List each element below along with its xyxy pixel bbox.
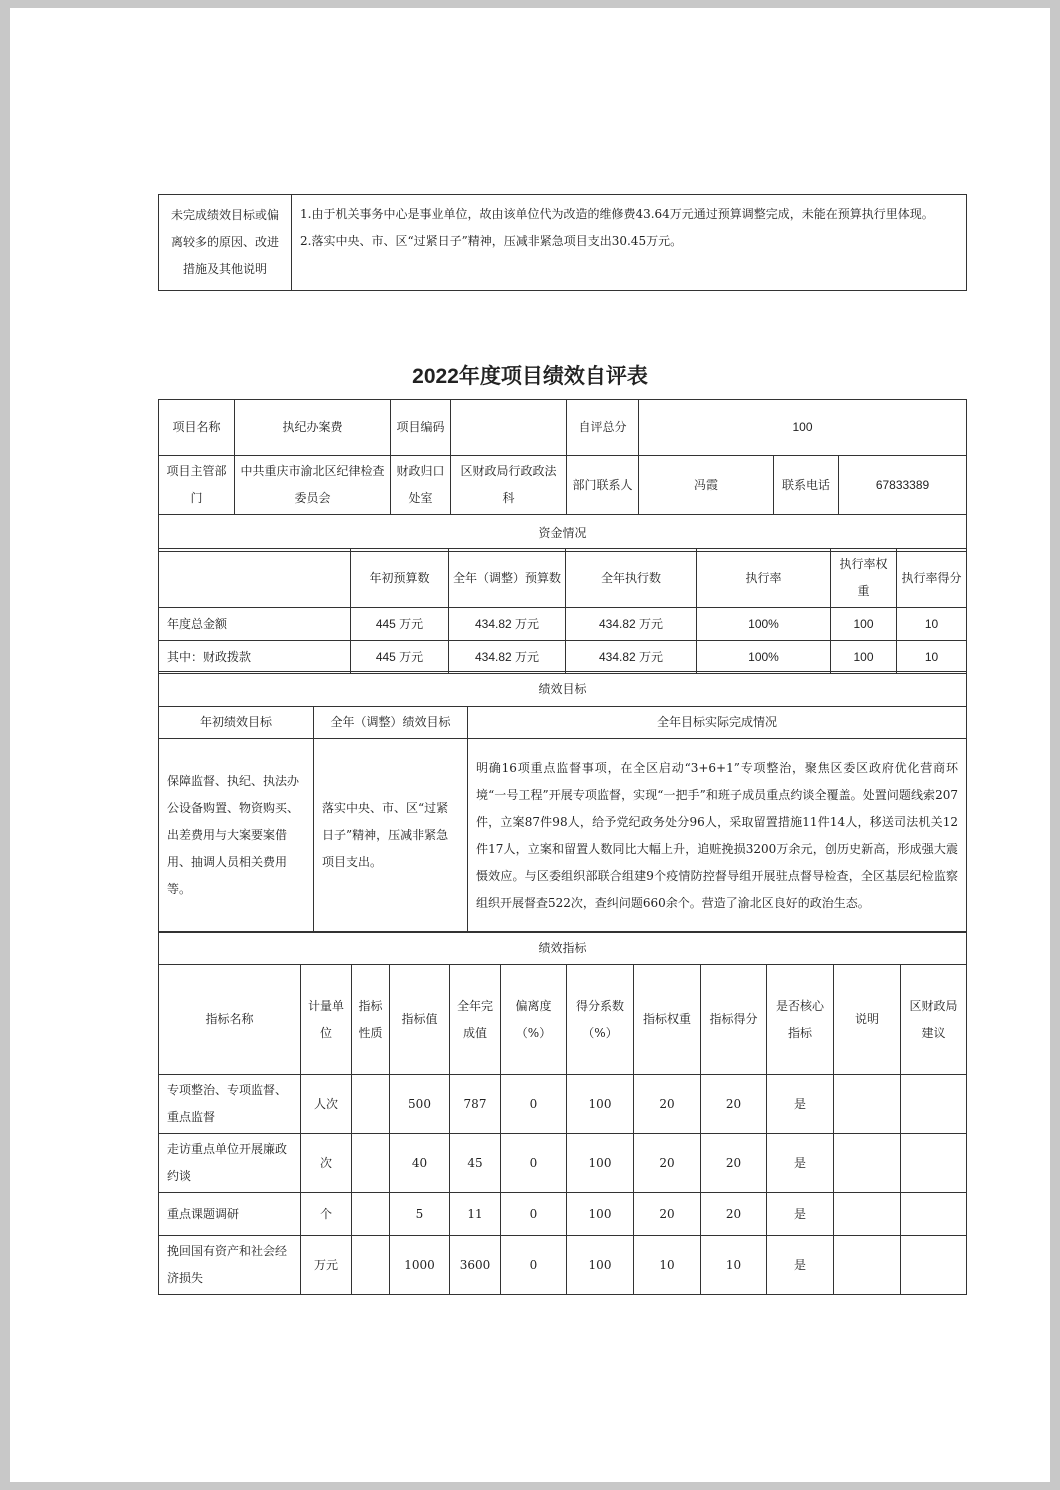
self-score-label: 自评总分 [567,400,639,456]
ind-cell: 20 [634,1193,701,1236]
ind-header-4: 全年完成值 [450,965,501,1075]
goals-header-actual: 全年目标实际完成情况 [468,707,967,739]
ind-cell [901,1236,967,1295]
ind-cell: 20 [634,1075,701,1134]
ind-header-11: 区财政局建议 [901,965,967,1075]
goals-initial-text: 保障监督、执纪、执法办公设备购置、物资购买、出差费用与大案要案借用、抽调人员相关费用等。 [159,739,314,933]
ind-cell [901,1134,967,1193]
ind-cell [901,1193,967,1236]
ind-cell: 20 [634,1134,701,1193]
finance-office-value: 区财政局行政政法科 [451,456,567,515]
ind-cell [834,1134,901,1193]
ind-cell: 是 [767,1134,834,1193]
goals-header-adjusted: 全年（调整）绩效目标 [314,707,468,739]
funds-cell: 100% [697,641,831,674]
funds-cell: 10 [897,608,967,641]
funds-header-4: 执行率 [697,549,831,608]
funds-section-header: 资金情况 [159,515,967,552]
project-code-value [451,400,567,456]
explanation-line-1: 1.由于机关事务中心是事业单位，故由该单位代为改造的维修费43.64万元通过预算调整完成，未能在预算执行里体现。 [300,207,934,221]
ind-cell: 100 [567,1134,634,1193]
phone-label: 联系电话 [774,456,839,515]
ind-cell: 787 [450,1075,501,1134]
ind-cell: 是 [767,1193,834,1236]
ind-cell: 次 [301,1134,352,1193]
goals-adjusted-text: 落实中央、市、区“过紧日子”精神，压减非紧急项目支出。 [314,739,468,933]
table-row [159,1193,967,1236]
ind-cell [352,1134,390,1193]
dept-label: 项目主管部门 [159,456,235,515]
ind-cell: 万元 [301,1236,352,1295]
ind-cell: 专项整治、专项监督、重点监督 [159,1075,301,1134]
ind-cell: 20 [701,1075,767,1134]
table-row [159,641,967,674]
ind-cell: 0 [501,1134,567,1193]
ind-cell: 500 [390,1075,450,1134]
ind-cell: 45 [450,1134,501,1193]
funds-header-6: 执行率得分 [897,549,967,608]
ind-header-10: 说明 [834,965,901,1075]
funds-cell: 10 [897,641,967,674]
funds-cell: 445 万元 [351,608,449,641]
ind-cell: 3600 [450,1236,501,1295]
goals-actual-text: 明确16项重点监督事项，在全区启动“3+6+1”专项整治，聚焦区委区政府优化营商环境“一号工程”开展专项监督，实现“一把手”和班子成员重点约谈全覆盖。处置问题线索207件，立案87件98人，给予党纪政务处分96人，采取留置措施11件14人，移送司法机关12件17人，立案和留置人数同比大幅上升，追赃挽损3200万余元，创历史新高，形成强大震慑效应。与区委组织部联合组建9个疫情防控督导组开展驻点督导检查，全区基层纪检监察组织开展督查522次，查纠问题660余个。营造了渝北区良好的政治生态。 [468,739,967,933]
funds-header-3: 全年执行数 [566,549,697,608]
funds-cell: 434.82 万元 [566,608,697,641]
explanation-line-2: 2.落实中央、市、区“过紧日子”精神，压减非紧急项目支出30.45万元。 [300,234,683,248]
phone-value: 67833389 [839,456,967,515]
ind-cell: 挽回国有资产和社会经济损失 [159,1236,301,1295]
table-row [159,1236,967,1295]
funds-table [158,548,967,674]
ind-cell [352,1236,390,1295]
ind-cell: 0 [501,1236,567,1295]
project-info-table [158,399,967,552]
ind-cell [834,1236,901,1295]
ind-header-6: 得分系数（%） [567,965,634,1075]
ind-cell: 0 [501,1193,567,1236]
ind-cell: 人次 [301,1075,352,1134]
ind-cell [834,1075,901,1134]
funds-cell: 100 [831,608,897,641]
unfinished-label: 未完成绩效目标或偏离较多的原因、改进措施及其他说明 [159,195,292,291]
funds-header-1: 年初预算数 [351,549,449,608]
finance-office-label: 财政归口处室 [391,456,451,515]
unfinished-explanation [292,195,967,291]
ind-cell: 10 [634,1236,701,1295]
ind-header-3: 指标值 [390,965,450,1075]
project-name-value: 执纪办案费 [235,400,391,456]
ind-cell [834,1193,901,1236]
ind-cell: 是 [767,1075,834,1134]
ind-header-1: 计量单位 [301,965,352,1075]
ind-header-7: 指标权重 [634,965,701,1075]
ind-cell: 5 [390,1193,450,1236]
goals-header-initial: 年初绩效目标 [159,707,314,739]
ind-cell: 1000 [390,1236,450,1295]
ind-header-8: 指标得分 [701,965,767,1075]
indicators-section-header: 绩效指标 [159,932,967,965]
ind-cell [352,1075,390,1134]
funds-header-2: 全年（调整）预算数 [449,549,566,608]
project-code-label: 项目编码 [391,400,451,456]
funds-cell: 434.82 万元 [449,608,566,641]
ind-cell: 走访重点单位开展廉政约谈 [159,1134,301,1193]
goals-section-header: 绩效目标 [159,672,967,707]
ind-cell [901,1075,967,1134]
table-row [159,608,967,641]
ind-header-5: 偏离度（%） [501,965,567,1075]
ind-cell: 10 [701,1236,767,1295]
ind-cell: 20 [701,1134,767,1193]
self-score-value: 100 [639,400,967,456]
funds-header-0 [159,549,351,608]
funds-cell: 445 万元 [351,641,449,674]
ind-header-0: 指标名称 [159,965,301,1075]
funds-cell: 434.82 万元 [566,641,697,674]
funds-cell: 其中：财政拨款 [159,641,351,674]
ind-cell: 个 [301,1193,352,1236]
ind-cell: 100 [567,1075,634,1134]
contact-label: 部门联系人 [567,456,639,515]
ind-header-2: 指标性质 [352,965,390,1075]
ind-cell [352,1193,390,1236]
table-row [159,1075,967,1134]
document-page [10,8,1050,1482]
dept-value: 中共重庆市渝北区纪律检查委员会 [235,456,391,515]
funds-cell: 434.82 万元 [449,641,566,674]
funds-cell: 年度总金额 [159,608,351,641]
ind-cell: 100 [567,1193,634,1236]
goals-table [158,671,967,933]
funds-header-5: 执行率权重 [831,549,897,608]
indicators-table [158,931,967,1295]
contact-value: 冯霞 [639,456,774,515]
page-title: 2022年度项目绩效自评表 [412,365,648,388]
unfinished-goals-table [158,194,967,291]
funds-cell: 100% [697,608,831,641]
funds-cell: 100 [831,641,897,674]
ind-cell: 是 [767,1236,834,1295]
project-name-label: 项目名称 [159,400,235,456]
ind-cell: 0 [501,1075,567,1134]
ind-cell: 20 [701,1193,767,1236]
ind-cell: 11 [450,1193,501,1236]
ind-cell: 40 [390,1134,450,1193]
table-row [159,1134,967,1193]
ind-cell: 100 [567,1236,634,1295]
ind-cell: 重点课题调研 [159,1193,301,1236]
ind-header-9: 是否核心指标 [767,965,834,1075]
